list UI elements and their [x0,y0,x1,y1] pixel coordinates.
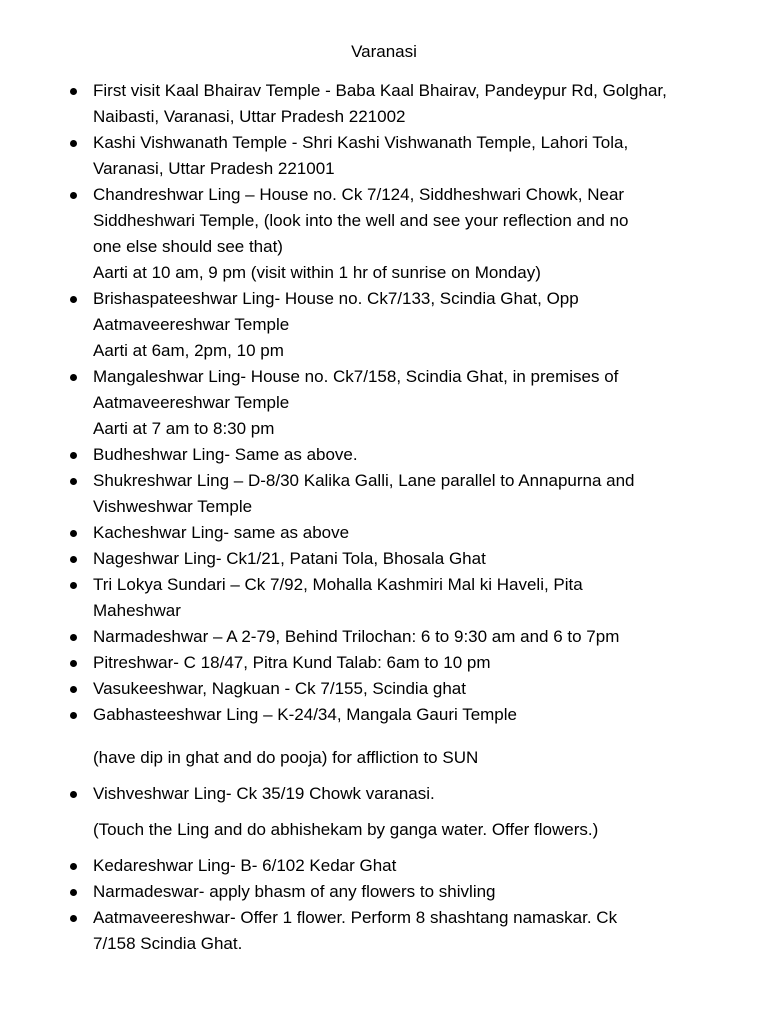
list-item-line: one else should see that) [93,237,283,256]
list-item-line: Gabhasteeshwar Ling – K-24/34, Mangala Gauri Temple [93,705,517,724]
list-item-line: Pitreshwar- C 18/47, Pitra Kund Talab: 6am to 10 pm [93,653,491,672]
bullet-list [68,78,738,728]
note-sun: (have dip in ghat and do pooja) for affliction to SUN [93,748,479,767]
list-item [68,468,738,520]
bullet-icon [70,712,77,719]
list-item [68,702,738,728]
bullet-icon [70,452,77,459]
list-item-line: Aarti at 10 am, 9 pm (visit within 1 hr of sunrise on Monday) [93,263,541,282]
document-title: Varanasi [351,42,417,61]
list-item-line: Narmadeshwar – A 2-79, Behind Trilochan: 6 to 9:30 am and 6 to 7pm [93,627,620,646]
bullet-icon [70,660,77,667]
list-item-line: Aatmaveereshwar Temple [93,393,290,412]
bullet-icon [70,863,77,870]
list-item-line: Brishaspateeshwar Ling- House no. Ck7/133, Scindia Ghat, Opp [93,289,579,308]
list-item [68,676,738,702]
list-item-line: 7/158 Scindia Ghat. [93,934,243,953]
list-item-line: Maheshwar [93,601,181,620]
list-item-line: Aarti at 7 am to 8:30 pm [93,419,275,438]
list-item [68,853,738,879]
list-item [68,879,738,905]
list-item-line: Budheshwar Ling- Same as above. [93,445,358,464]
bullet-icon [70,296,77,303]
list-item [68,905,738,957]
bullet-icon [70,889,77,896]
bullet-icon [70,686,77,693]
list-item [68,442,738,468]
list-item-line: Kashi Vishwanath Temple - Shri Kashi Vishwanath Temple, Lahori Tola, [93,133,629,152]
list-item-line: First visit Kaal Bhairav Temple - Baba Kaal Bhairav, Pandeypur Rd, Golghar, [93,81,667,100]
list-item-line: Vishveshwar Ling- Ck 35/19 Chowk varanasi. [93,784,435,803]
list-item-line: Naibasti, Varanasi, Uttar Pradesh 221002 [93,107,406,126]
bullet-list-vishveshwar [68,781,738,807]
list-item [68,364,738,442]
bullet-icon [70,556,77,563]
bullet-icon [70,192,77,199]
list-item [68,182,738,286]
note-abhishekam: (Touch the Ling and do abhishekam by ganga water. Offer flowers.) [93,820,599,839]
list-item-line: Aatmaveereshwar- Offer 1 flower. Perform 8 shashtang namaskar. Ck [93,908,618,927]
list-item [68,130,738,182]
list-item-line: Chandreshwar Ling – House no. Ck 7/124, Siddheshwari Chowk, Near [93,185,625,204]
bullet-icon [70,582,77,589]
bullet-icon [70,634,77,641]
bullet-icon [70,530,77,537]
list-item-line: Varanasi, Uttar Pradesh 221001 [93,159,335,178]
bullet-icon [70,915,77,922]
bullet-icon [70,374,77,381]
list-item-line: Aatmaveereshwar Temple [93,315,290,334]
list-item-line: Vishweshwar Temple [93,497,253,516]
list-item [68,520,738,546]
bullet-icon [70,88,77,95]
list-item-line: Nageshwar Ling- Ck1/21, Patani Tola, Bhosala Ghat [93,549,486,568]
list-item [68,650,738,676]
list-item-line: Kacheshwar Ling- same as above [93,523,350,542]
list-item [68,624,738,650]
list-item-line: Vasukeeshwar, Nagkuan - Ck 7/155, Scindia ghat [93,679,466,698]
list-item [68,572,738,624]
list-item [68,78,738,130]
bullet-icon [70,140,77,147]
bullet-icon [70,478,77,485]
list-item-line: Kedareshwar Ling- B- 6/102 Kedar Ghat [93,856,397,875]
list-item [68,781,738,807]
list-item-line: Shukreshwar Ling – D-8/30 Kalika Galli, Lane parallel to Annapurna and [93,471,635,490]
bullet-icon [70,791,77,798]
list-item-line: Siddheshwari Temple, (look into the well and see your reflection and no [93,211,629,230]
list-item-line: Aarti at 6am, 2pm, 10 pm [93,341,284,360]
list-item [68,546,738,572]
bullet-list-end [68,853,738,957]
list-item-line: Narmadeswar- apply bhasm of any flowers to shivling [93,882,496,901]
list-item-line: Tri Lokya Sundari – Ck 7/92, Mohalla Kashmiri Mal ki Haveli, Pita [93,575,583,594]
list-item [68,286,738,364]
list-item-line: Mangaleshwar Ling- House no. Ck7/158, Scindia Ghat, in premises of [93,367,619,386]
